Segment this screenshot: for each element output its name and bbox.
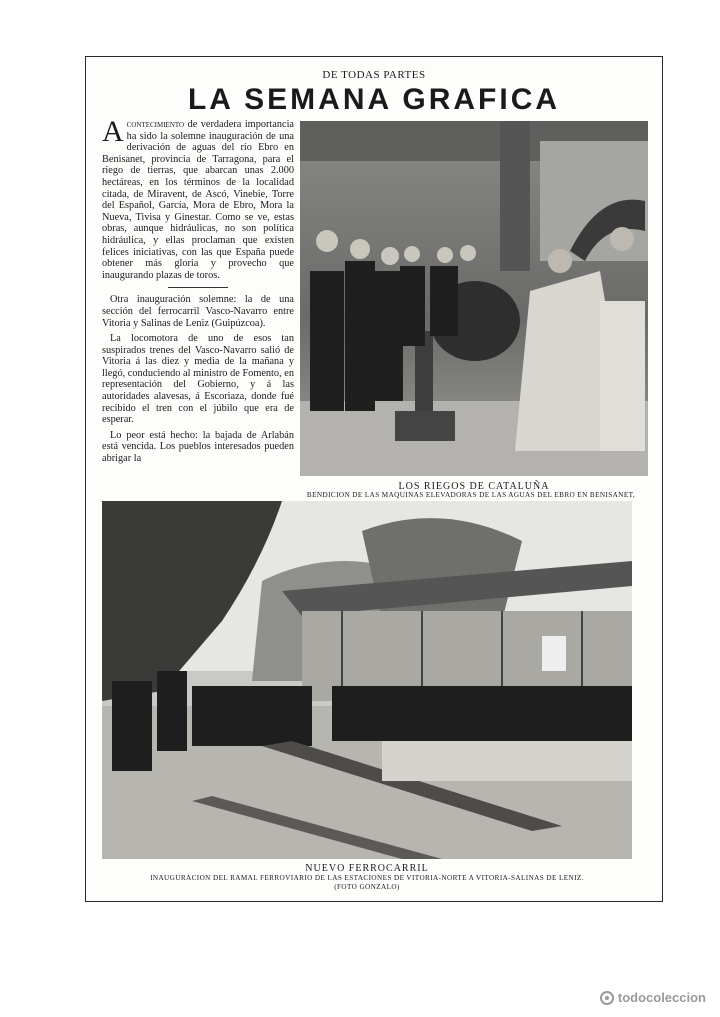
photo-railway-inauguration: [102, 501, 632, 859]
photo1-caption-body: BENDICION DE LAS MAQUINAS ELEVADORAS DE LAS AGUAS DEL EBRO EN BENISANET,: [306, 491, 636, 499]
watermark-text: todocoleccion: [617, 990, 706, 1005]
magazine-page: [85, 56, 663, 902]
article-paragraph-3: La locomotora de uno de esos tan suspirados trenes del Vasco-Navarro salió de Vitoria á las diez y media de la mañana y llegó, conduciendo al ministro de Fomento, en representación del Gobierno, y á las autoridades alavesas, á Escoriaza, donde fué recibido el tren con el júbilo que era de esperar.: [102, 333, 294, 426]
paragraph-1-text: de verdadera importancia ha sido la solemne inauguración de una derivación de aguas del río Ebro en Benisanet, provincia de Tarragona, para el riego de tierras, que abarcan unas 2.000 hectáreas, en los términos de la localidad citada, de Miravent, de Ascó, Vinebie, Torre del Español, García, Mora de Ebro, Mora la Nueva, Tivisa y Ginestar. Como se ve, estas obras, aunque hidráulicas, no son política hidráulica, y ellas proclaman que existen felices iniciativas, con las que España puede obtener más gloria y provecho que inaugurando plazas de toros.: [102, 119, 294, 281]
drop-cap: A: [102, 115, 124, 148]
article-paragraph-4: Lo peor está hecho: la bajada de Arlabán está vencida. Los pueblos interesados pueden abrigar la: [102, 429, 294, 465]
site-watermark: [600, 990, 706, 1005]
photo1-caption-title: LOS RIEGOS DE CATALUÑA: [398, 481, 550, 492]
article-column: [102, 115, 294, 469]
photo-irrigation-ceremony: [300, 121, 648, 476]
photo2-caption-body: INAUGURACION DEL RAMAL FERROVIARIO DE LAS ESTACIONES DE VITORIA-NORTE A VITORIA-SALINAS DE LENIZ.: [150, 874, 584, 882]
headline: LA SEMANA GRAFICA: [187, 83, 561, 116]
watermark-logo-icon: [600, 991, 614, 1005]
photo2-caption-credit: (FOTO GONZALO): [334, 883, 400, 891]
article-paragraph-1: [102, 115, 294, 281]
photo2-caption-title: NUEVO FERROCARRIL: [305, 863, 429, 874]
divider-rule: [168, 287, 228, 288]
section-label: DE TODAS PARTES: [322, 69, 426, 81]
article-paragraph-2: Otra inauguración solemne: la de una sección del ferrocarril Vasco-Navarro entre Vitoria y Salinas de Leniz (Guipúzcoa).: [102, 294, 294, 329]
drop-cap-continuation: contecimiento: [126, 119, 185, 130]
